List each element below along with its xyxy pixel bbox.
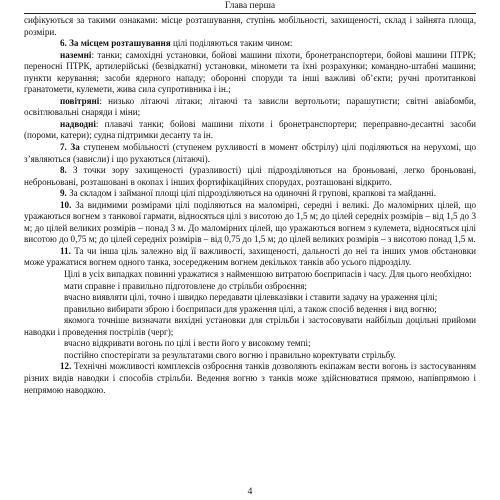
paragraph: надводні: плавачі танки; бойові машини піхоти і бронетранспортери; переправно-десантні засоби (пороми, катери); судна підтримки десанту та ін. xyxy=(24,118,476,141)
paragraph: Цілі в усіх випадках повинні уражатися з найменшою витратою боєприпасів і часу. Для цього необхідно: xyxy=(64,269,472,280)
paragraph: повітряні: низько літаючі літаки; літаючі та зависли вертольоти; парашутисти; світні авіабомби, освітлювальні снаряди і міни; xyxy=(24,95,476,118)
paragraph: 10. За видимими розмірами цілі поділяються на маломірні, середні і великі. До маломірних цілей, що уражаються вогнем з танкової гармати, відносяться цілі з висотою до 1,5 м; до цілей середніх розмірів – від 1,5 до 3 м; до цілей великих розмірів – понад 3 м. До маломірних цілей, що уражаються вогнем з кулемета, відносяться цілі висотою до 0,75 м; до цілей середніх розмірів – від 0,75 до 1,5 м; до цілей великих розмірів – з висотою понад 1,5 м. xyxy=(24,199,476,245)
page-number: 4 xyxy=(247,487,253,497)
list-item: мати справне і правильно підготовлене до стрільби озброєння; xyxy=(64,280,307,291)
paragraph: 12. Технічні можливості комплексів озброєння танків дозволяють екіпажам вести вогонь із застосуванням різних видів наводки і способів стрільби. Ведення вогню з танків може здійснюватися прямою, напівпрямою і непрямою наводкою. xyxy=(24,361,476,395)
paragraph: сифікуються за такими ознаками: місце розташування, ступінь мобільності, захищеності, склад і зайнята площа, розміри. xyxy=(24,15,476,37)
paragraph: наземні: танки; самохідні установки, бойові машини піхоти, бронетранспортери, бойові машини ПТРК; переносні ПТРК, артилерійські (безвідкатні) установки, міномети та їхні розрахунки; командно-штабні машини; пункти керування; засоби ядерного нападу; оборонні споруди та інші важливі об’єкти; ручні протитанкові гранатомети, кулемети, жива сила супротивника і ін.; xyxy=(24,49,476,95)
page-body xyxy=(24,15,476,396)
list-item: вчасно виявляти цілі, точно і швидко передавати цілевказівки і ставити задачу на ураження цілі; xyxy=(64,292,438,303)
list-item: постійно спостерігати за результатами свого вогню і правильно коректувати стрільбу. xyxy=(64,349,396,360)
list-item: правильно вибирати зброю і боєприпаси для ураження цілі, а також спосіб ведення і вид вогню; xyxy=(64,303,437,314)
paragraph: 11. Та чи інша ціль залежно від її важливості, захищеності, дальності до неї та інших умов обстановки може уражатися вогнем одного танка, зосередженим вогнем декількох танків або усього підрозділу. xyxy=(24,245,476,268)
list-item: вчасно відкривати вогонь по цілі і вести його у високому темпі; xyxy=(64,338,311,349)
running-header: Глава перша xyxy=(24,0,476,14)
paragraph: 7. За ступенем мобільності (ступенем рухливості в момент обстрілу) цілі поділяються на нерухомі, що з’являються (зависли) і що рухаються (літаючі). xyxy=(24,142,476,164)
paragraph: 9. За складом і займаної площі цілі підрозділяються на одиночні й групові, крапкові та майданні. xyxy=(60,188,436,199)
paragraph: 6. За місцем розташування цілі поділяються таким чином: xyxy=(60,38,293,49)
list-item: якомога точніше визначати вихідні установки для стрільби і застосовувати найбільш доцільні прийоми наводки і проведення пострілів (черг); xyxy=(24,315,476,337)
paragraph: 8. З точки зору захищеності (уразливості) цілі підрозділяються на броньовані, легко броньовані, неброньовані, розташовані в окопах і інших фортифікаційних спорудах, розташовані відкрито. xyxy=(24,165,476,187)
